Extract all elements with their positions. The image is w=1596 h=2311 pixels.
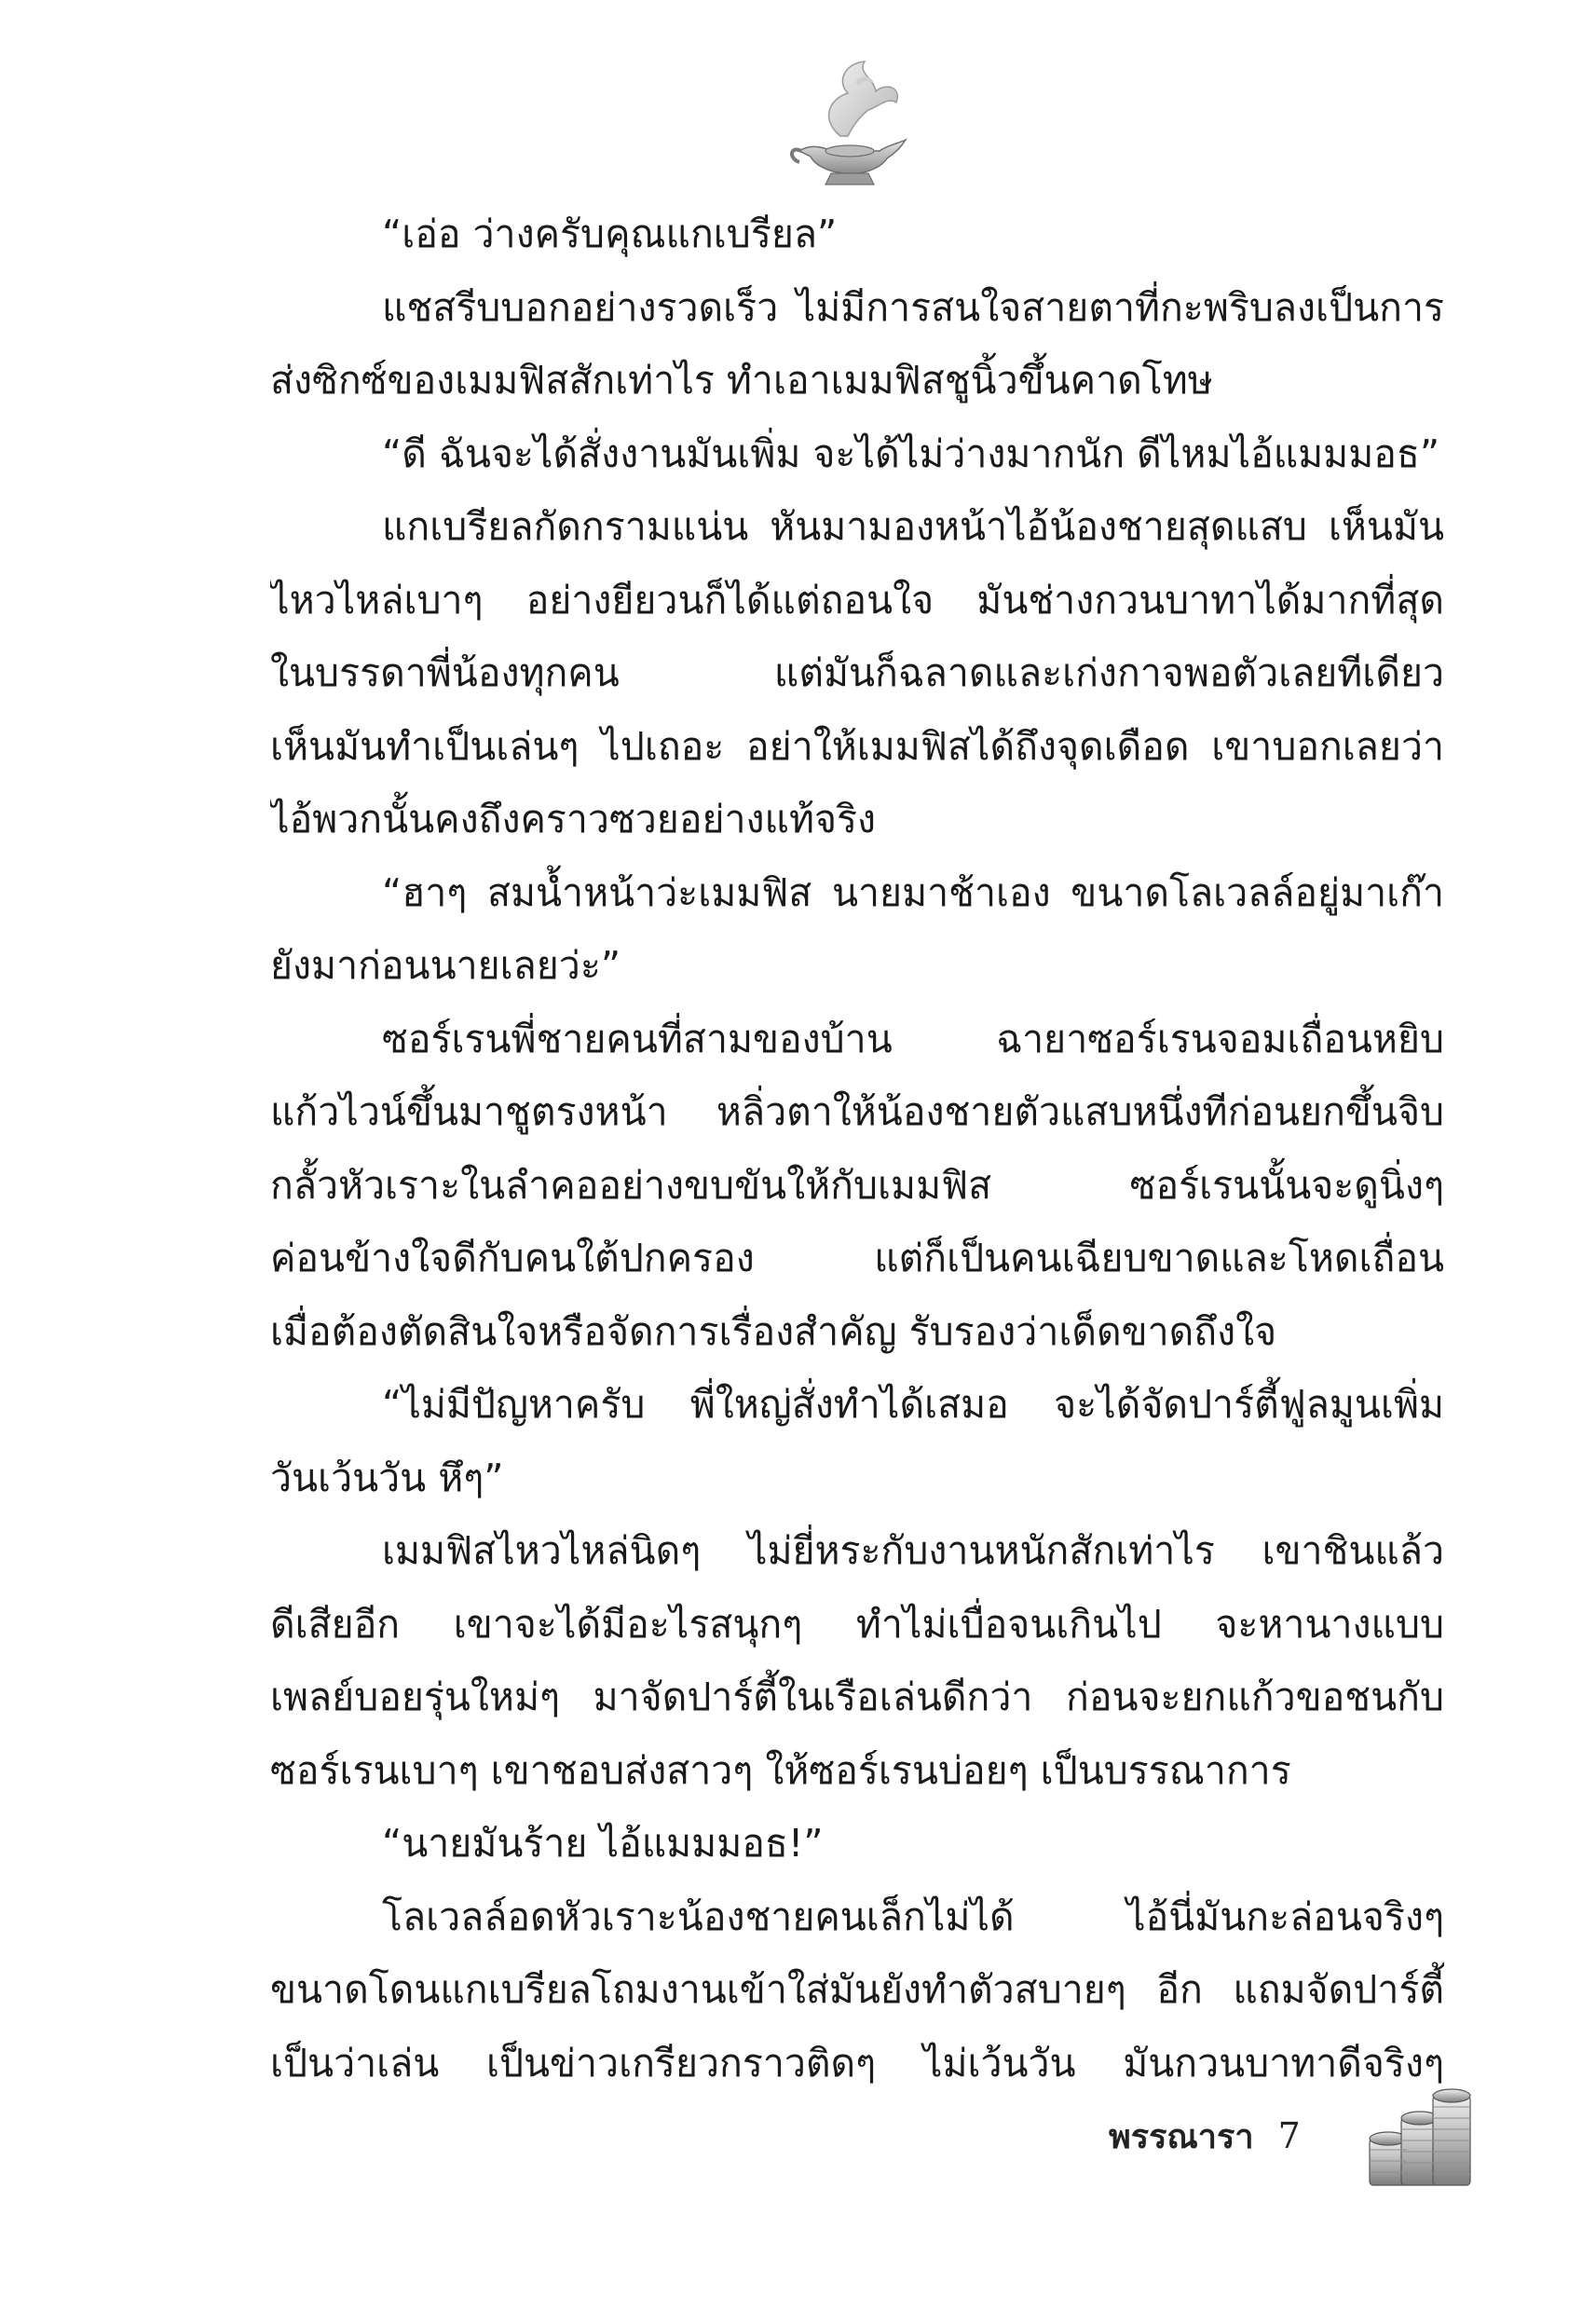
text-line: เพลย์บอยรุ่นใหม่ๆ มาจัดปาร์ตี้ในเรือเล่นดีกว่า ก่อนจะยกแก้วขอชนกับ <box>270 1675 1444 1719</box>
text-line: กลั้วหัวเราะในลำคออย่างขบขันให้กับเมมฟิส ซอร์เรนนั้นจะดูนิ่งๆ <box>270 1162 1444 1208</box>
text-line: โลเวลล์อดหัวเราะน้องชายคนเล็กไม่ได้ ไอ้นี่มันกะล่อนจริงๆ <box>382 1894 1444 1939</box>
text-line: เมื่อต้องตัดสินใจหรือจัดการเรื่องสำคัญ รับรองว่าเด็ดขาดถึงใจ <box>270 1308 1277 1354</box>
text-line: แชสรีบบอกอย่างรวดเร็ว ไม่มีการสนใจสายตาที่กะพริบลงเป็นการ <box>382 284 1444 330</box>
text-line: “ไม่มีปัญหาครับ พี่ใหญ่สั่งทำได้เสมอ จะได้จัดปาร์ตี้ฟูลมูนเพิ่ม <box>382 1382 1444 1427</box>
text-line: ซอร์เรนเบาๆ เขาชอบส่งสาวๆ ให้ซอร์เรนบ่อยๆ เป็นบรรณาการ <box>270 1747 1291 1793</box>
text-line: ค่อนข้างใจดีกับคนใต้ปกครอง แต่ก็เป็นคนเฉียบขาดและโหดเถื่อน <box>270 1236 1444 1280</box>
text-line: ยังมาก่อนนายเลยว่ะ” <box>270 943 621 988</box>
text-line: “ฮาๆ สมน้ำหน้าว่ะเมมฟิส นายมาช้าเอง ขนาดโลเวลล์อยู่มาเก๊า <box>382 869 1444 915</box>
genie-lamp-icon <box>783 54 913 194</box>
text-line: “ดี ฉันจะได้สั่งงานมันเพิ่ม จะได้ไม่ว่างมากนัก ดีไหมไอ้แมมมอธ” <box>382 431 1440 476</box>
text-line: “นายมันร้าย ไอ้แมมมอธ!” <box>382 1821 824 1866</box>
text-line: ไอ้พวกนั้นคงถึงคราวซวยอย่างแท้จริง <box>270 797 877 841</box>
text-line: ไหวไหล่เบาๆ อย่างยียวนก็ได้แต่ถอนใจ มันช่างกวนบาทาได้มากที่สุด <box>270 577 1444 622</box>
text-line: ส่งซิกซ์ของเมมฟิสสักเท่าไร ทำเอาเมมฟิสชูนิ้วขึ้นคาดโทษ <box>270 358 1213 403</box>
text-line: เห็นมันทำเป็นเล่นๆ ไปเถอะ อย่าให้เมมฟิสได้ถึงจุดเดือด เขาบอกเลยว่า <box>270 723 1444 769</box>
text-line: เป็นว่าเล่น เป็นข่าวเกรียวกราวติดๆ ไม่เว้นวัน มันกวนบาทาดีจริงๆ <box>270 2040 1444 2085</box>
text-line: ซอร์เรนพี่ชายคนที่สามของบ้าน ฉายาซอร์เรนจอมเถื่อนหยิบ <box>382 1016 1444 1061</box>
poker-chips-icon <box>1360 2073 1481 2195</box>
body-text <box>270 198 1444 2099</box>
book-title: พรรณารา <box>1109 2118 1254 2156</box>
text-line: เมมฟิสไหวไหล่นิดๆ ไม่ยี่หระกับงานหนักสักเท่าไร เขาชินแล้ว <box>382 1528 1444 1573</box>
page-number: 7 <box>1277 2115 1301 2156</box>
text-line: ดีเสียอีก เขาจะได้มีอะไรสนุกๆ ทำไม่เบื่อจนเกินไป จะหานางแบบ <box>270 1601 1444 1647</box>
text-line: แก้วไวน์ขึ้นมาชูตรงหน้า หลิ่วตาให้น้องชายตัวแสบหนึ่งทีก่อนยกขึ้นจิบ <box>270 1089 1444 1134</box>
text-line: แกเบรียลกัดกรามแน่น หันมามองหน้าไอ้น้องชายสุดแสบ เห็นมัน <box>382 504 1444 549</box>
text-line: ในบรรดาพี่น้องทุกคน แต่มันก็ฉลาดและเก่งกาจพอตัวเลยทีเดียว <box>270 650 1444 695</box>
text-line: วันเว้นวัน หึๆ” <box>270 1455 504 1500</box>
text-line: “เอ่อ ว่างครับคุณแกเบรียล” <box>382 212 838 256</box>
text-line: ขนาดโดนแกเบรียลโถมงานเข้าใส่มันยังทำตัวสบายๆ อีก แถมจัดปาร์ตี้ <box>270 1967 1444 2012</box>
page-footer <box>1109 2108 1301 2164</box>
